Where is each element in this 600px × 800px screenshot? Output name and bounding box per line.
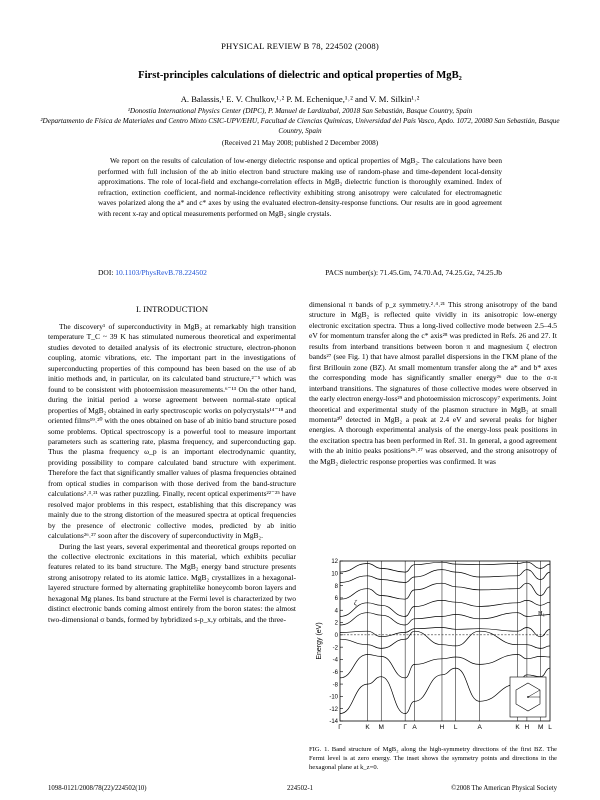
affiliation-1: ¹Donostia International Physics Center (DIPC), P. Manuel de Lardizabal, 20018 San Sebastián, Basque Country, Spain [127, 107, 473, 115]
k-point-label: A [412, 724, 417, 731]
paper-title: First-principles calculations of dielectric and optical properties of MgB₂ [138, 70, 462, 81]
k-point-label: H [524, 724, 530, 731]
intro-paragraph-2: During the last years, several experimental and theoretical groups reported on the collective electronic excitations in this material, which exhibits peculiar features related to its band structure. The MgB₂ energy band structure presents strong anisotropy related to its atomic lattice. MgB₂ crystallizes in a hexagonal-layered structure formed by alternating graphitelike honeycomb boron layers and hexagonal Mg planes. Its band structure at the Fermi level is characterized by two distinct electronic bands coming almost entirely from the boron states: the almost two-dimensional σ bands, formed by hybridized s-p_x,y orbitals, and the three- [48, 541, 296, 624]
k-point-label: L [548, 724, 552, 731]
section-heading: I. INTRODUCTION [135, 304, 209, 314]
k-point-label: H [439, 724, 445, 731]
y-axis-label: Energy (eV) [316, 622, 323, 660]
k-point-label: Γ [403, 724, 407, 731]
k-point-label: A [477, 724, 482, 731]
y-tick-label: 4 [334, 608, 338, 615]
journal-header: PHYSICAL REVIEW B 78, 224502 (2008) [221, 41, 379, 51]
band-label-h1: H₁ [538, 610, 545, 617]
y-tick-label: 0 [334, 633, 338, 640]
y-tick-label: -2 [332, 645, 338, 652]
bz-inset [510, 677, 546, 717]
y-tick-label: -10 [329, 694, 338, 701]
band-line-band7 [340, 583, 550, 599]
body-column-left [48, 322, 296, 625]
band-label-zeta: ζ [354, 599, 357, 607]
band-line-band5 [340, 613, 550, 625]
band-line-band9 [340, 562, 550, 572]
doi-link[interactable]: 10.1103/PhysRevB.78.224502 [115, 268, 207, 277]
band-line-band8 [340, 570, 550, 583]
y-tick-label: -12 [329, 706, 338, 713]
affiliation-2: ²Departamento de Física de Materiales and Centro Mixto CSIC-UPV/EHU, Facultad de Ciencias Químicas, Universidad del País Vasco, Apdo. 1072, 20080 San Sebastián, Basque Country, Spain [40, 117, 560, 135]
y-tick-label: -8 [332, 682, 338, 689]
k-point-label: M [537, 724, 544, 731]
k-point-label: K [365, 724, 370, 731]
intro-paragraph-3: dimensional π bands of p_z symmetry.²˒⁴˒²¹ This strong anisotropy of the band structure in MgB₂ is reflected quite vividly in its anisotropic low-energy electronic excitation spectra. Thus a long-lived collective mode between 2.5–4.5 eV for momentum transfer along the c* axis²⁸ was predicted in Refs. 26 and 27. It results from interband transitions between boron π and magnesium ζ electron bands²⁷ (see Fig. 1) that have almost parallel dispersions in the ΓKM plane of the first Brillouin zone (BZ). At small momentum transfer along the a* and b* axes the corresponding mode has significantly smaller energy²⁶ due to the σ-π interband transitions. The signatures of those collective modes were observed in the early electron energy-loss²⁹ and photoemission microscopy⁷ experiments. Joint theoretical and experimental study of the plasmon structure in MgB₂ at small momenta³⁰ detected in MgB₂ a peak at 2.4 eV and several peaks for higher energies. A thorough experimental analysis of the energy-loss peak positions in the excitation spectra has been performed in Ref. 31. In general, a good agreement with the ab initio peaks positions²⁶˒²⁷ was observed, and the strong anisotropy of the MgB₂ dielectric response properties was confirmed. It was [309, 300, 557, 466]
y-tick-label: -6 [332, 669, 338, 676]
k-point-label: K [515, 724, 520, 731]
footer-left: 1098-0121/2008/78(22)/224502(10) [48, 785, 147, 792]
band-line-band6 [340, 600, 550, 616]
received-dates: (Received 21 May 2008; published 2 December 2008) [221, 139, 379, 147]
doi-label: DOI: [98, 268, 114, 277]
body-column-right [309, 300, 557, 467]
k-point-label: L [453, 724, 458, 731]
y-tick-label: -14 [329, 719, 338, 726]
k-point-label: Γ [338, 724, 342, 731]
band-line-band4 [340, 628, 550, 637]
band-structure-figure [312, 555, 556, 733]
y-tick-label: 12 [331, 559, 338, 566]
y-tick-label: 2 [334, 620, 338, 627]
y-tick-label: 8 [334, 583, 338, 590]
footer-right: ©2008 The American Physical Society [451, 785, 557, 792]
page-number: 224502-1 [286, 785, 314, 792]
intro-paragraph-1: The discovery¹ of superconductivity in MgB₂ at remarkably high transition temperature T_C ~ 39 K has stimulated numerous theoretical and experimental studies devoted to detailed analysis of its electronic structure, electron-phonon coupling, atomic vibrations, etc. The important part in the investigations of superconducting properties of this compound has been based on the use of ab initio methods and, in particular, on its calculated band structure,²⁻⁵ which was found to be consistent with photoemission measurements.⁶⁻¹³ On the other hand, during the initial period a worse agreement between normal-state optical properties of MgB₂ obtained in early spectroscopic works on polycrystals¹⁴⁻¹⁸ and oriented films¹⁹˒²⁰ with the ones obtained on base of ab initio band structure posed some problems. Optical spectroscopy is a powerful tool to measure important parameters such as scattering rate, plasma frequency, and superconducting gap. Thus the plasma frequency ω_p is an important electrodynamic quantity, providing possibility to compare calculated band structure with experiment. Therefore the fact that significantly smaller values of plasma frequencies obtained from optical studies in comparison with those derived from the band-structure calculations²˒³˒²¹ was rather puzzling. Finally, recent optical experiments²²⁻²⁵ have resolved major problems in this respect, establishing that this discrepancy was mainly due to the strong distortion of the measured spectra at optical frequencies by the presence of electronic collective modes, predicted by ab initio calculations²⁶˒²⁷ soon after the discovery of superconductivity in MgB₂. [48, 322, 296, 541]
band-line-band3 [340, 631, 550, 648]
y-tick-label: -4 [332, 657, 338, 664]
y-tick-label: 6 [334, 596, 338, 603]
pacs-numbers: PACS number(s): 71.45.Gm, 74.70.Ad, 74.25.Gz, 74.25.Jb [325, 268, 502, 277]
abstract: We report on the results of calculation of low-energy dielectric response and optical properties of MgB₂. The calculations have been performed with full inclusion of the ab initio electron band structure making use of random-phase and time-dependent local-density approximations. The role of local-field and exchange-correlation effects in MgB₂ dielectric function is thoroughly examined. Index of refraction, extinction coefficient, and normal-incidence reflectivity exhibiting strong anisotropy were calculated for electromagnetic waves polarized along the a* and c* axes by using the evaluated electron-density-response functions. Our results are in good agreement with recent x-ray and optical measurements performed on MgB₂ single crystals. [98, 156, 502, 218]
y-tick-label: 10 [331, 571, 338, 578]
author-list: A. Balassis,¹ E. V. Chulkov,¹˒² P. M. Echenique,¹˒² and V. M. Silkin¹˒² [180, 94, 420, 104]
k-point-label: M [378, 724, 384, 731]
figure-caption: FIG. 1. Band structure of MgB₂ along the high-symmetry directions of the first BZ. The Fermi level is at zero energy. The inset shows the symmetry points and directions in the hexagonal plane at k_z=0. [309, 746, 557, 772]
doi-row [98, 268, 502, 277]
